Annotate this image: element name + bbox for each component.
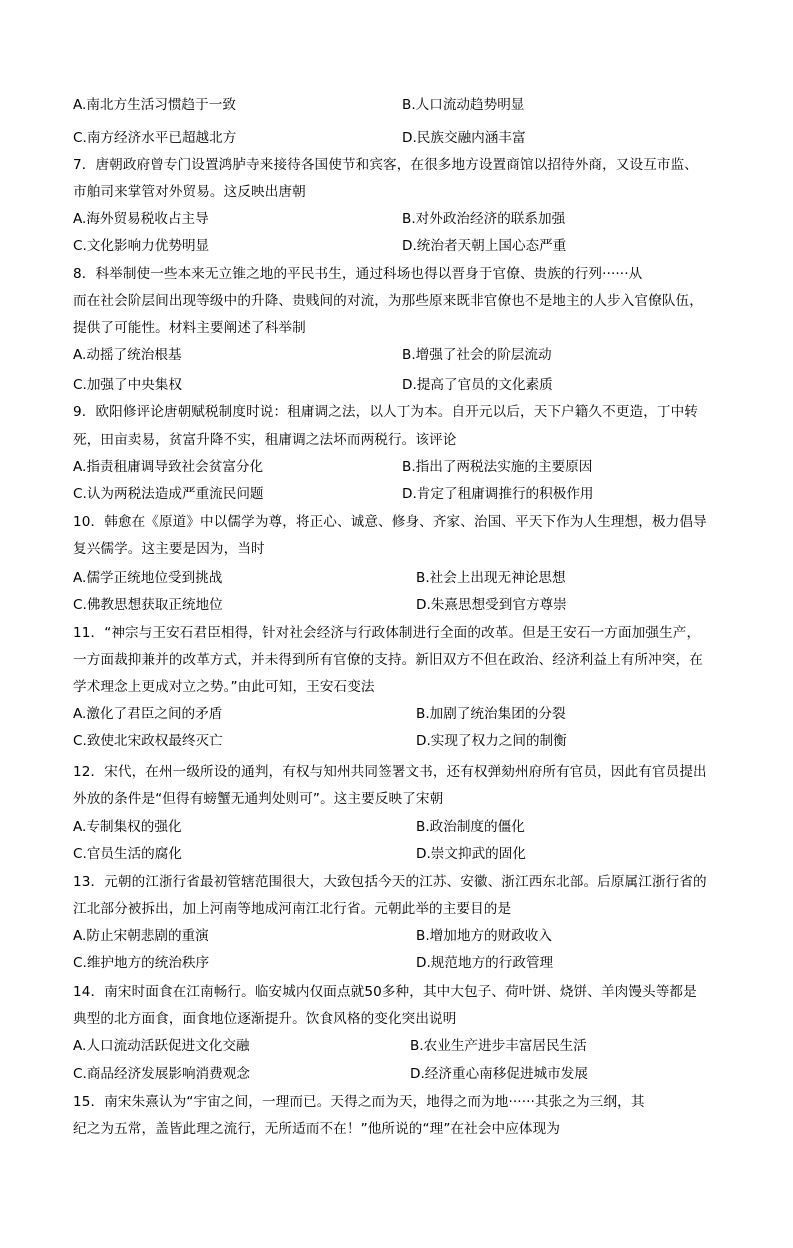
q11-option-b: B.加剧了统治集团的分裂 [416, 706, 566, 722]
q12-option-d: D.崇文抑武的固化 [416, 846, 526, 862]
q13-option-d: D.规范地方的行政管理 [416, 955, 554, 971]
q11-stem-line-2: 一方面裁抑兼并的改革方式，并未得到所有官僚的支持。新旧双方不但在政治、经济利益上有所冲突，在 [73, 652, 703, 668]
q7-option-b: B.对外政治经济的联系加强 [402, 211, 566, 227]
q10-option-c: C.佛教思想获取正统地位 [73, 597, 223, 613]
q10-stem-line-2: 复兴儒学。这主要是因为，当时 [73, 541, 265, 557]
q6-option-b: B.人口流动趋势明显 [402, 97, 525, 113]
q15-stem-line-2: 纪之为五常，盖皆此理之流行，无所适而不在！”他所说的“理”在社会中应体现为 [73, 1121, 561, 1137]
q14-option-c: C.商品经济发展影响消费观念 [73, 1066, 250, 1082]
q8-option-a: A.动摇了统治根基 [73, 347, 182, 363]
q12-option-a: A.专制集权的强化 [73, 819, 182, 835]
q12-option-c: C.官员生活的腐化 [73, 846, 182, 862]
q10-option-d: D.朱熹思想受到官方尊崇 [416, 597, 567, 613]
q9-stem-line-2: 死，田亩卖易，贫富升降不实，租庸调之法坏而两税行。该评论 [73, 432, 457, 448]
q8-stem-line-2: 而在社会阶层间出现等级中的升降、贵贱间的对流，为那些原来既非官僚也不是地主的人步入官僚队伍， [73, 293, 703, 309]
q14-stem-line-1: 14．南宋时面食在江南畅行。临安城内仅面点就50多种，其中大包子、荷叶饼、烧饼、羊肉馒头等都是 [73, 984, 697, 1000]
q9-option-a: A.指责租庸调导致社会贫富分化 [73, 459, 264, 475]
q9-option-c: C.认为两税法造成严重流民问题 [73, 486, 264, 502]
q13-stem-line-1: 13．元朝的江浙行省最初管辖范围很大，大致包括今天的江苏、安徽、浙江西东北部。后原属江浙行省的 [73, 874, 707, 890]
q14-option-b: B.农业生产进步丰富居民生活 [410, 1038, 587, 1054]
q13-option-c: C.维护地方的统治秩序 [73, 955, 210, 971]
q10-option-a: A.儒学正统地位受到挑战 [73, 570, 223, 586]
q8-option-b: B.增强了社会的阶层流动 [402, 347, 552, 363]
q6-option-c: C.南方经济水平已超越北方 [73, 130, 237, 146]
q6-option-d: D.民族交融内涵丰富 [402, 130, 526, 146]
q11-stem-line-1: 11．“神宗与王安石君臣相得，针对社会经济与行政体制进行全面的改革。但是王安石一方面加强生产， [73, 625, 701, 641]
q13-stem-line-2: 江北部分被拆出，加上河南等地成河南江北行省。元朝此举的主要目的是 [73, 901, 512, 917]
q7-option-c: C.文化影响力优势明显 [73, 238, 210, 254]
q10-stem-line-1: 10．韩愈在《原道》中以儒学为尊，将正心、诚意、修身、齐家、治国、平天下作为人生理想，极力倡导 [73, 514, 707, 530]
q11-stem-line-3: 学术理念上更成对立之势。”由此可知，王安石变法 [73, 679, 375, 695]
q11-option-a: A.激化了君臣之间的矛盾 [73, 706, 223, 722]
q14-stem-line-2: 典型的北方面食，面食地位逐渐提升。饮食风格的变化突出说明 [73, 1011, 457, 1027]
q9-option-b: B.指出了两税法实施的主要原因 [402, 459, 593, 475]
q14-option-d: D.经济重心南移促进城市发展 [410, 1066, 588, 1082]
q12-stem-line-2: 外放的条件是“但得有螃蟹无通判处则可”。这主要反映了宋朝 [73, 791, 444, 807]
q13-option-a: A.防止宋朝悲剧的重演 [73, 928, 209, 944]
q12-option-b: B.政治制度的僵化 [416, 819, 525, 835]
q7-option-d: D.统治者天朝上国心态严重 [402, 238, 567, 254]
q7-stem-line-2: 市舶司来掌管对外贸易。这反映出唐朝 [73, 184, 306, 200]
q6-option-a: A.南北方生活习惯趋于一致 [73, 97, 236, 113]
q11-option-d: D.实现了权力之间的制衡 [416, 733, 567, 749]
q8-stem-line-3: 提供了可能性。材料主要阐述了科举制 [73, 320, 306, 336]
q14-option-a: A.人口流动活跃促进文化交融 [73, 1038, 250, 1054]
q7-option-a: A.海外贸易税收占主导 [73, 211, 209, 227]
q8-option-d: D.提高了官员的文化素质 [402, 377, 553, 393]
q8-option-c: C.加强了中央集权 [73, 377, 182, 393]
q13-option-b: B.增加地方的财政收入 [416, 928, 552, 944]
q11-option-c: C.致使北宋政权最终灭亡 [73, 733, 223, 749]
q7-stem-line-1: 7．唐朝政府曾专门设置鸿胪寺来接待各国使节和宾客，在很多地方设置商馆以招待外商，又设互市监、 [73, 157, 698, 173]
q9-stem-line-1: 9．欧阳修评论唐朝赋税制度时说：租庸调之法，以人丁为本。自开元以后，天下户籍久不更造，丁中转 [73, 404, 698, 420]
q15-stem-line-1: 15．南宋朱熹认为“宇宙之间，一理而已。天得之而为天，地得之而为地······其张之为三纲，其 [73, 1094, 645, 1110]
q9-option-d: D.肯定了租庸调推行的积极作用 [402, 486, 594, 502]
q12-stem-line-1: 12．宋代，在州一级所设的通判，有权与知州共同签署文书，还有权弹劾州府所有官员，因此有官员提出 [73, 764, 707, 780]
q10-option-b: B.社会上出现无神论思想 [416, 570, 566, 586]
q8-stem-line-1: 8．科举制使一些本来无立锥之地的平民书生，通过科场也得以晋身于官僚、贵族的行列······从 [73, 266, 643, 282]
